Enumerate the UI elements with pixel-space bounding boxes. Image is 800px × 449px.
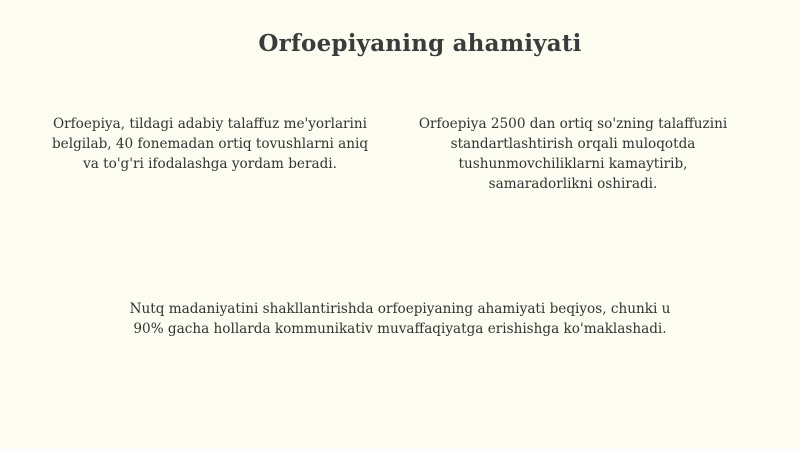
slide-title: Orfoepiyaning ahamiyati [258, 30, 582, 57]
right-paragraph: Orfoepiya 2500 dan ortiq so'zning talaffuzini standartlashtirish orqali muloqotda tushunmovchiliklarni kamaytirib, samaradorlikni oshiradi. [418, 116, 728, 192]
left-paragraph: Orfoepiya, tildagi adabiy talaffuz me'yorlarini belgilab, 40 fonemadan ortiq tovushlarni aniq va to'g'ri ifodalashga yordam beradi. [51, 116, 369, 172]
bottom-paragraph: Nutq madaniyatini shakllantirishda orfoepiyaning ahamiyati beqiyos, chunki u 90% gacha hollarda kommunikativ muvaffaqiyatga erishishga ko'maklashadi. [129, 301, 671, 337]
